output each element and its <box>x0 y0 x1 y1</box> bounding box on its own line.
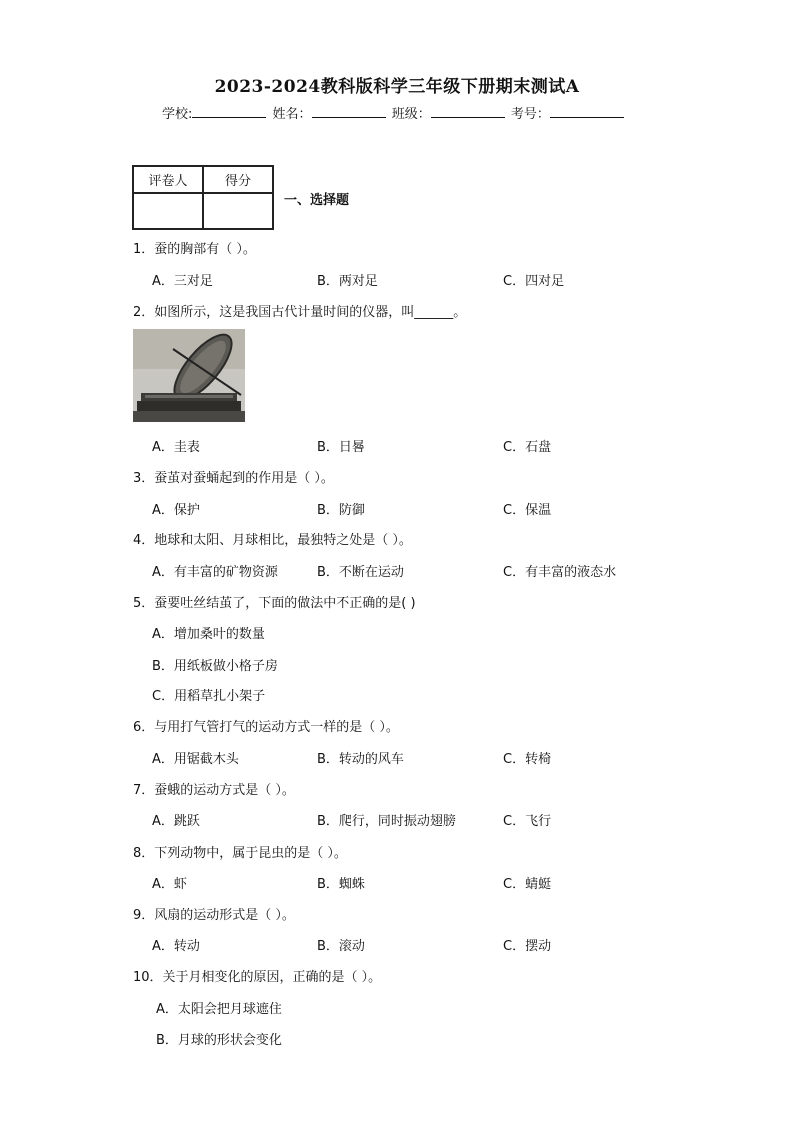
grader-cell <box>133 193 203 229</box>
school-label: 学校: <box>162 107 193 122</box>
q2-option-a: A．圭表 <box>152 440 200 455</box>
student-info-line <box>162 103 626 122</box>
q9-option-c: C．摆动 <box>503 939 552 954</box>
q1-option-a: A．三对足 <box>152 274 213 289</box>
q6-option-c: C．转椅 <box>503 752 552 767</box>
q5-option-c: C．用稻草扎小架子 <box>152 689 266 704</box>
q4-option-a: A．有丰富的矿物资源 <box>152 565 278 580</box>
score-header: 得分 <box>203 166 273 193</box>
q8-option-c: C．蜻蜓 <box>503 877 552 892</box>
question-1: 1．蚕的胸部有（ ）。 <box>133 242 256 257</box>
q5-option-b: B．用纸板做小格子房 <box>152 659 278 674</box>
q9-option-b: B．滚动 <box>317 939 365 954</box>
question-2: 2．如图所示，这是我国古代计量时间的仪器，叫______。 <box>133 305 467 320</box>
q1-option-b: B．两对足 <box>317 274 378 289</box>
grader-header: 评卷人 <box>133 166 203 193</box>
q3-option-a: A．保护 <box>152 503 200 518</box>
question-4: 4．地球和太阳、月球相比，最独特之处是（ ）。 <box>133 533 412 548</box>
question-3: 3．蚕茧对蚕蛹起到的作用是（ ）。 <box>133 471 334 486</box>
q4-option-c: C．有丰富的液态水 <box>503 565 617 580</box>
section-title: 一、选择题 <box>284 193 350 208</box>
school-blank[interactable] <box>192 105 266 118</box>
class-blank[interactable] <box>431 105 505 118</box>
q7-option-c: C．飞行 <box>503 814 552 829</box>
exam-number-label: 考号： <box>510 107 550 122</box>
q8-option-a: A．虾 <box>152 877 187 892</box>
question-7: 7．蚕蛾的运动方式是（ ）。 <box>133 783 295 798</box>
score-table <box>132 165 274 230</box>
q10-option-b: B．月球的形状会变化 <box>156 1033 282 1048</box>
question-9: 9．风扇的运动形式是（ ）。 <box>133 908 295 923</box>
q8-option-b: B．蜘蛛 <box>317 877 365 892</box>
q9-option-a: A．转动 <box>152 939 200 954</box>
q1-option-c: C．四对足 <box>503 274 565 289</box>
q3-option-b: B．防御 <box>317 503 365 518</box>
q2-option-c: C．石盘 <box>503 440 552 455</box>
score-cell <box>203 193 273 229</box>
q3-option-c: C．保温 <box>503 503 552 518</box>
q2-option-b: B．日晷 <box>317 440 365 455</box>
q6-option-a: A．用锯截木头 <box>152 752 239 767</box>
question-10: 10．关于月相变化的原因，正确的是（ ）。 <box>133 970 382 985</box>
q4-option-b: B．不断在运动 <box>317 565 404 580</box>
q6-option-b: B．转动的风车 <box>317 752 404 767</box>
name-blank[interactable] <box>312 105 386 118</box>
q5-option-a: A．增加桑叶的数量 <box>152 627 265 642</box>
question-6: 6．与用打气管打气的运动方式一样的是（ ）。 <box>133 720 399 735</box>
name-label: 姓名： <box>272 107 312 122</box>
exam-number-blank[interactable] <box>550 105 624 118</box>
sundial-image <box>133 329 245 422</box>
question-8: 8．下列动物中，属于昆虫的是（ ）。 <box>133 846 347 861</box>
q7-option-a: A．跳跃 <box>152 814 200 829</box>
class-label: 班级： <box>391 107 431 122</box>
page-title: 2023-2024教科版科学三年级下册期末测试A <box>214 77 580 97</box>
question-5: 5．蚕要吐丝结茧了，下面的做法中不正确的是( ) <box>133 596 416 611</box>
q7-option-b: B．爬行，同时振动翅膀 <box>317 814 456 829</box>
q10-option-a: A．太阳会把月球遮住 <box>156 1002 282 1017</box>
